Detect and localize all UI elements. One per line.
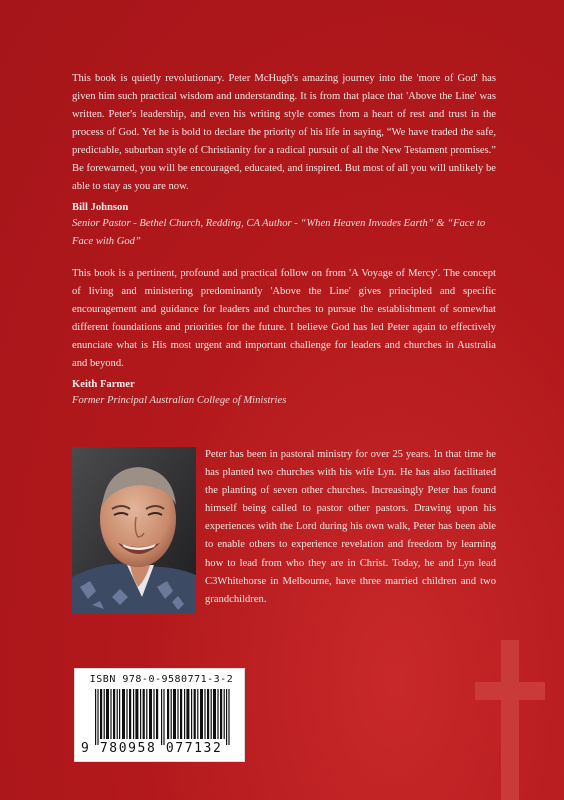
endorsement-text-2: This book is a pertinent, profound and practical follow on from 'A Voyage of Mercy'. The concept of living and ministering predominantly 'Above the Line' gives principled and specific encouragement and guidance for leaders and churches to pursue the establishment of somewhat different foundations and priorities for the future. I believe God has led Peter again to effectively enunciate what is His most urgent and important challenge for leaders and churches in Australia and beyond. (72, 268, 496, 369)
endorser-role-1: Senior Pastor - Bethel Church, Redding, CA Author - “When Heaven Invades Earth” & “Face to Face with God” (72, 218, 486, 247)
endorsements-section (72, 70, 496, 410)
cross-icon (475, 640, 545, 800)
isbn-label: ISBN 978-0-9580771-3-2 (89, 674, 234, 685)
ean-digits: 9 780958 077132 (81, 741, 223, 756)
barcode-bars (95, 689, 235, 745)
author-bio: Peter has been in pastoral ministry for over 25 years. In that time he has planted two churches with his wife Lyn. He has also facilitated the planting of seven other churches. Increasingly Peter has found himself being called to pastor other pastors. Drawing upon his experiences with the Lord during his own walk, Peter has been able to enable others to experience revelation and freedom by learning how to lead from who they are in Christ. Today, he and Lyn lead C3Whitehorse in Melbourne, have three married children and two grandchildren. (205, 449, 496, 605)
endorser-name-1: Bill Johnson (72, 202, 129, 213)
endorsement-text-1: This book is quietly revolutionary. Peter McHugh's amazing journey into the 'more of God' has given him such practical wisdom and understanding. It is from that place that 'Above the Line' was written. Peter's leadership, and even his writing style comes from a heart of rest and trust in the process of God. Yet he is bold to declare the priority of his life in saying, “We have traded the safe, predictable, suburban style of Christianity for a radical pursuit of all the New Testament promises.” Be forewarned, you will be encouraged, educated, and inspired. But most of all you will unlikely be able to stay as you are now. (72, 73, 496, 192)
author-photo (72, 447, 196, 614)
isbn-barcode (74, 668, 245, 762)
endorser-role-2: Former Principal Australian College of Ministries (72, 395, 287, 406)
endorser-name-2: Keith Farmer (72, 379, 135, 390)
